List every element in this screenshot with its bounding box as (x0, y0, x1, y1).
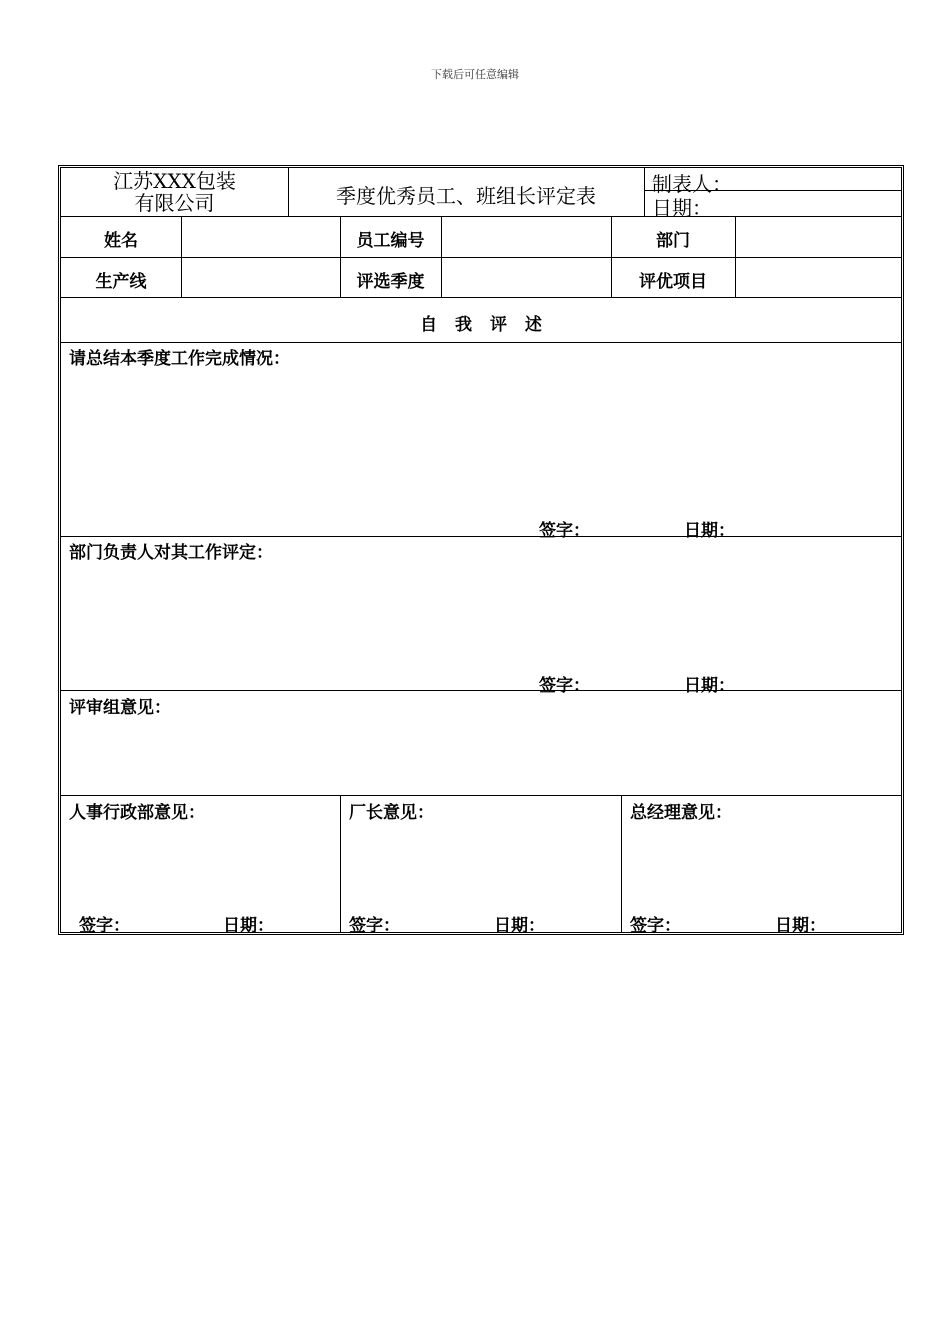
name-label: 姓名 (104, 231, 138, 251)
sign-label: 签字： (539, 521, 590, 541)
factory-director-opinion-prompt: 厂长意见： (349, 803, 434, 823)
name-field[interactable] (182, 217, 340, 257)
date-label: 日期： (494, 916, 545, 936)
company-name-line2: 有限公司 (134, 191, 215, 215)
sign-label: 签字： (349, 916, 400, 936)
employee-no-label: 员工编号 (356, 231, 425, 251)
hr-admin-opinion-prompt: 人事行政部意见： (69, 803, 205, 823)
sign-label: 签字： (79, 916, 130, 936)
header-note: 下载后可任意编辑 (431, 68, 519, 81)
sign-label: 签字： (539, 676, 590, 696)
row-divider (61, 342, 901, 343)
maker-label: 制表人： (652, 172, 732, 196)
row-divider (61, 536, 901, 537)
company-name (61, 170, 288, 214)
dept-label: 部门 (656, 231, 690, 251)
col-divider (644, 168, 645, 216)
award-item-field[interactable] (736, 258, 901, 297)
row-divider (61, 297, 901, 298)
date-label: 日期： (652, 196, 712, 220)
row-divider (61, 795, 901, 796)
award-item-label: 评优项目 (639, 272, 707, 292)
date-label: 日期： (684, 521, 735, 541)
company-name-line1: 江苏XXX包装 (113, 169, 236, 193)
season-label: 评选季度 (356, 272, 425, 292)
date-label: 日期： (684, 676, 735, 696)
date-label: 日期： (223, 916, 274, 936)
row-divider (61, 690, 901, 691)
hr-admin-opinion-field[interactable] (61, 822, 340, 907)
work-summary-field[interactable] (61, 368, 901, 513)
general-manager-opinion-prompt: 总经理意见： (630, 803, 732, 823)
review-panel-prompt: 评审组意见： (69, 698, 171, 718)
dept-field[interactable] (736, 217, 901, 257)
factory-director-opinion-field[interactable] (341, 822, 621, 907)
evaluation-form (58, 165, 904, 935)
employee-no-field[interactable] (442, 217, 611, 257)
production-line-field[interactable] (182, 258, 340, 297)
work-summary-prompt: 请总结本季度工作完成情况： (69, 349, 290, 369)
production-line-label: 生产线 (95, 272, 147, 292)
date-label: 日期： (775, 916, 826, 936)
sign-label: 签字： (630, 916, 681, 936)
dept-head-review-prompt: 部门负责人对其工作评定： (69, 543, 273, 563)
general-manager-opinion-field[interactable] (622, 822, 901, 907)
self-review-heading: 自 我 评 述 (420, 315, 542, 335)
review-panel-field[interactable] (61, 716, 901, 794)
dept-head-review-field[interactable] (61, 562, 901, 667)
form-title: 季度优秀员工、班组长评定表 (336, 184, 596, 208)
season-field[interactable] (442, 258, 611, 297)
